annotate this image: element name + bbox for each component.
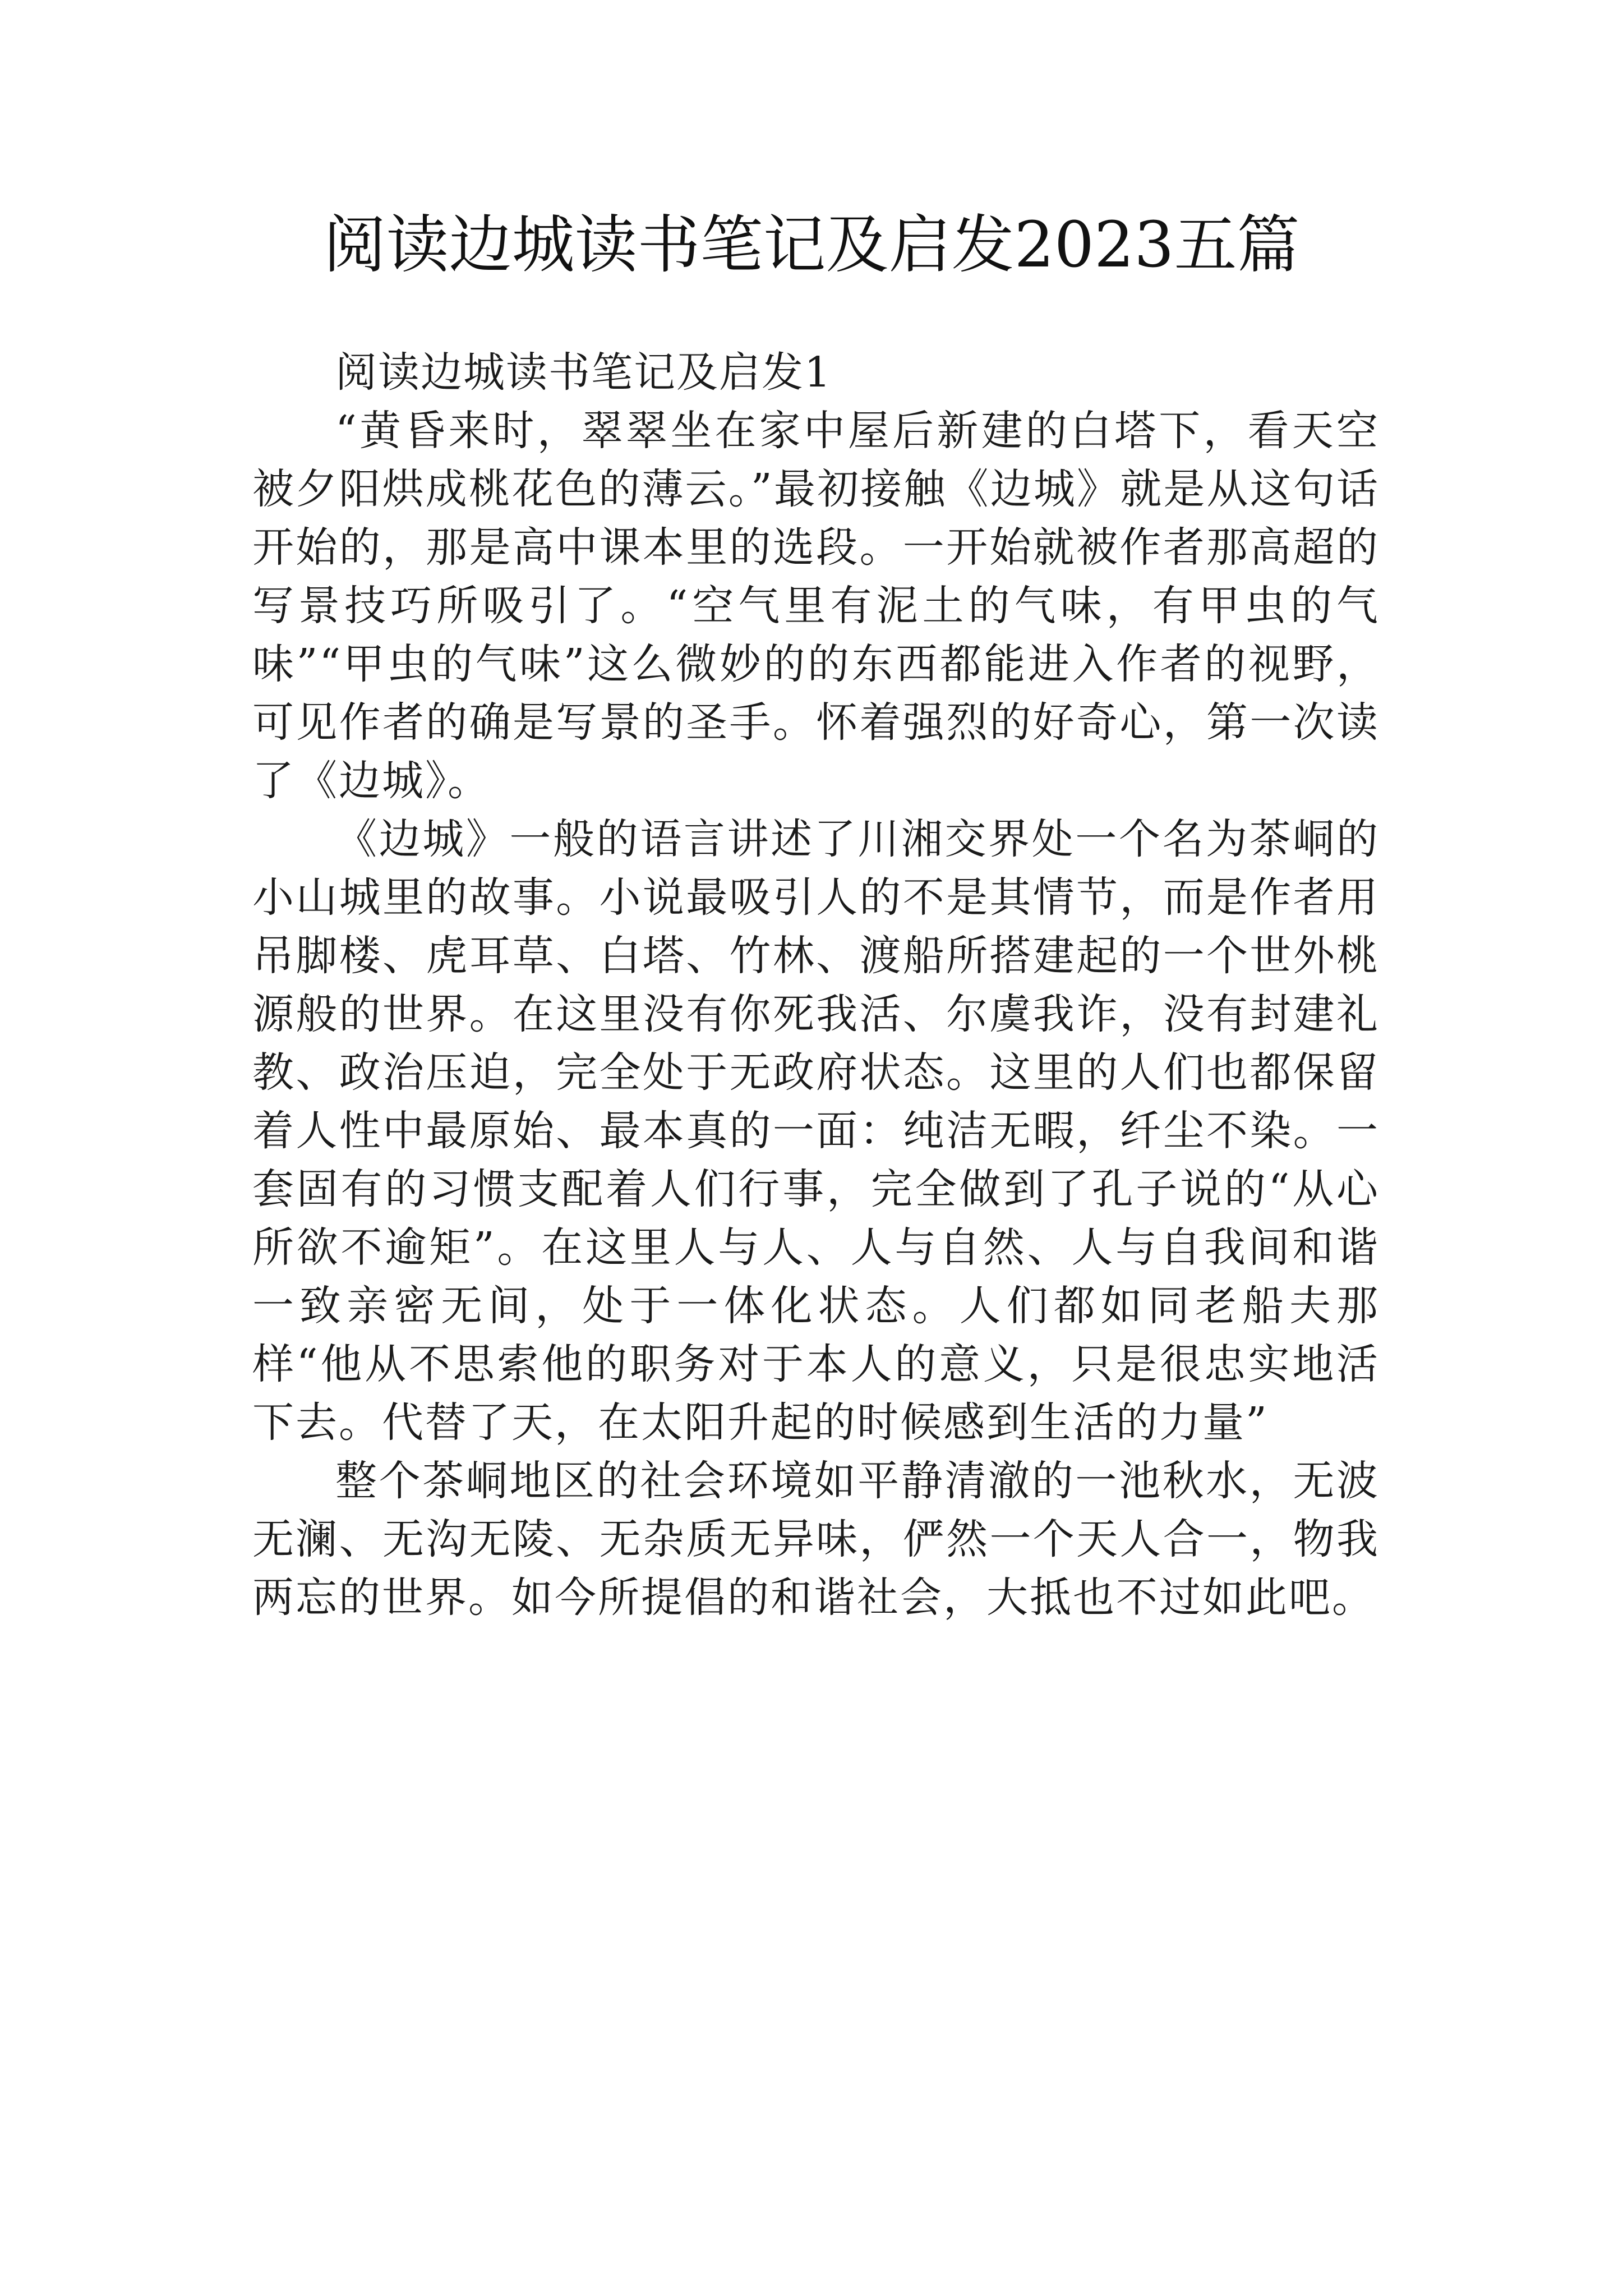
document-title: 阅读边城读书笔记及启发2023五篇 <box>323 209 1300 282</box>
paragraph-3: 整个茶峒地区的社会环境如平静清澈的一池秋水，无波无澜、无沟无陵、无杂质无异味，俨然一个天人合一，物我两忘的世界。如今所提倡的和谐社会，大抵也不过如此吧。 <box>252 1457 1380 1622</box>
section-heading: 阅读边城读书笔记及启发1 <box>335 348 832 397</box>
document-body <box>252 343 1380 1627</box>
paragraph-1: “黄昏来时，翠翠坐在家中屋后新建的白塔下，看天空被夕阳烘成桃花色的薄云。”最初接触《边城》就是从这句话开始的，那是高中课本里的选段。一开始就被作者那高超的写景技巧所吸引了。“空气里有泥土的气味，有甲虫的气味”“甲虫的气味”这么微妙的的东西都能进入作者的视野，可见作者的确是写景的圣手。怀着强烈的好奇心，第一次读了《边城》。 <box>252 407 1380 805</box>
paragraph-2: 《边城》一般的语言讲述了川湘交界处一个名为茶峒的小山城里的故事。小说最吸引人的不是其情节，而是作者用吊脚楼、虎耳草、白塔、竹林、渡船所搭建起的一个世外桃源般的世界。在这里没有你死我活、尔虞我诈，没有封建礼教、政治压迫，完全处于无政府状态。这里的人们也都保留着人性中最原始、最本真的一面：纯洁无暇，纤尘不染。一套固有的习惯支配着人们行事，完全做到了孔子说的“从心所欲不逾矩”。在这里人与人、人与自然、人与自我间和谐一致亲密无间，处于一体化状态。人们都如同老船夫那样“他从不思索他的职务对于本人的意义，只是很忠实地活下去。代替了天，在太阳升起的时候感到生活的力量” <box>252 815 1380 1447</box>
